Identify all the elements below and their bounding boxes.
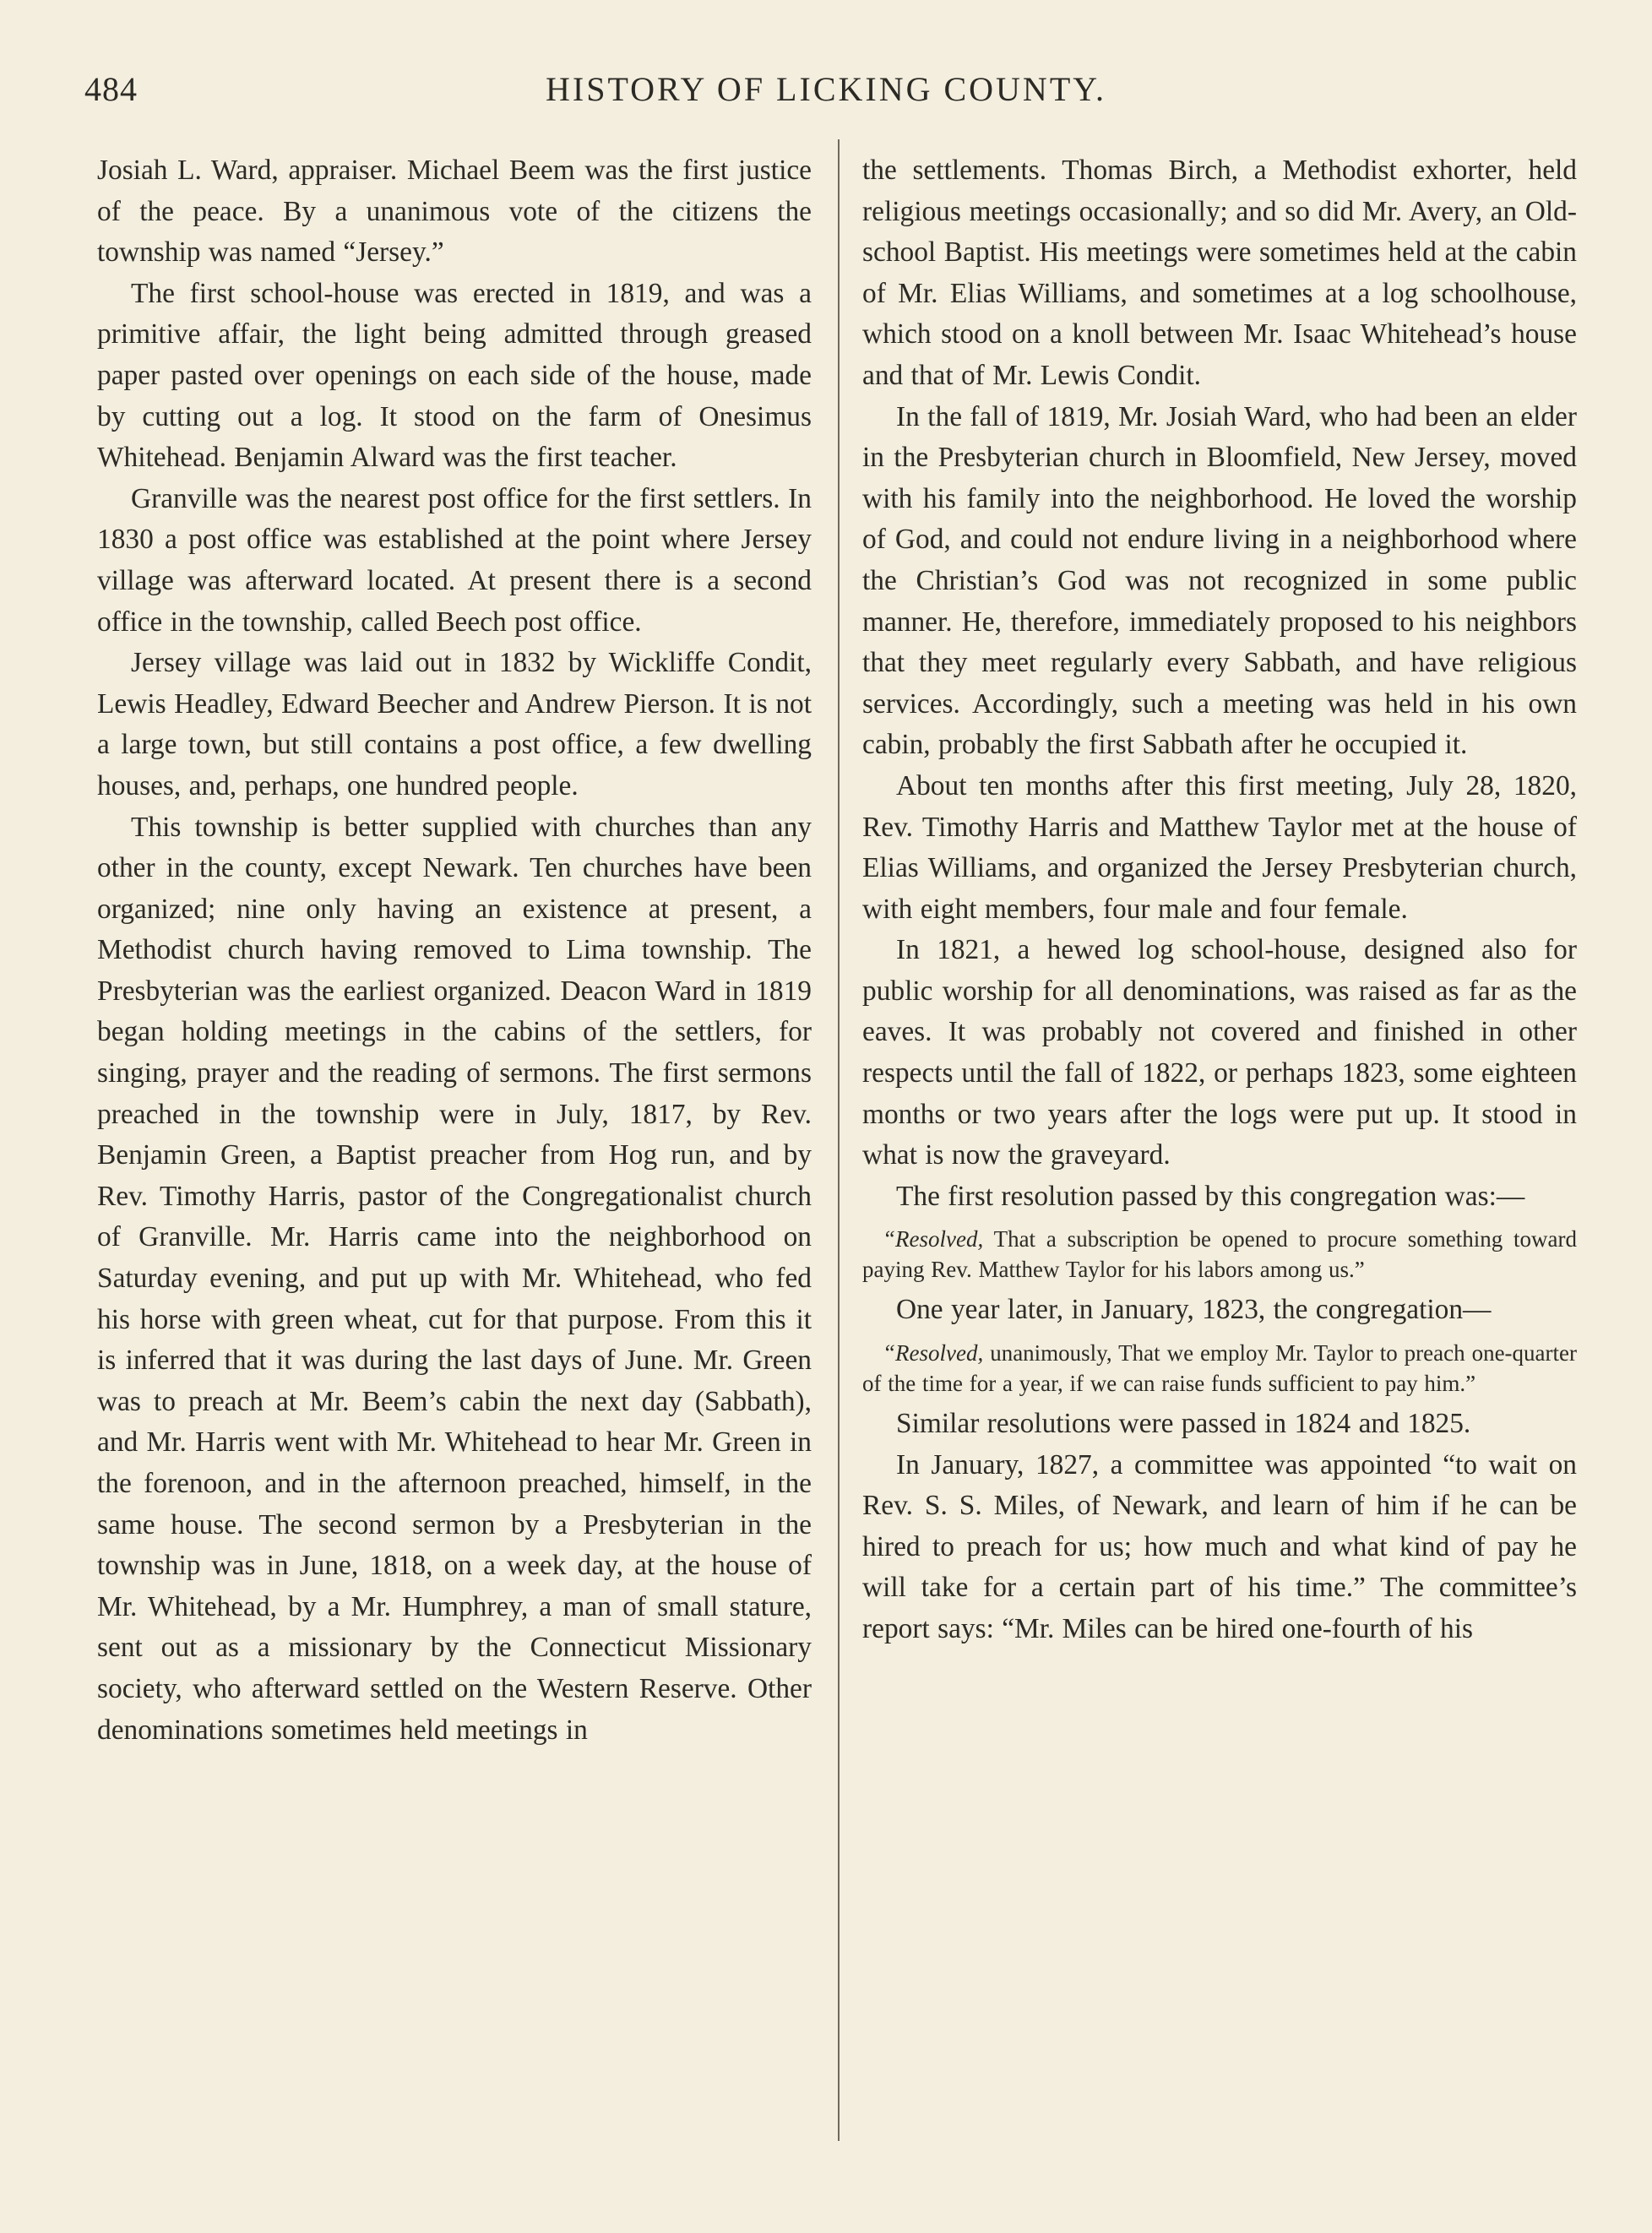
left-column <box>97 150 812 1751</box>
paragraph: The first resolution passed by this congregation was:— <box>896 1180 1525 1212</box>
resolution-text: unanimously, That we employ Mr. Taylor to preach one-quarter of the time for a year, if we can raise funds sufficient to pay him.” <box>862 1340 1577 1397</box>
paragraph: Josiah L. Ward, appraiser. Michael Beem was the first justice of the peace. By a unanimous vote of the citizens the township was named “Jersey.” <box>97 155 812 269</box>
paragraph: One year later, in January, 1823, the congregation— <box>896 1294 1492 1326</box>
column-divider <box>838 139 840 2141</box>
page-number: 484 <box>84 70 138 108</box>
right-column <box>862 150 1577 1650</box>
paragraph: In 1821, a hewed log school-house, designed also for public worship for all denominations, was raised as far as the eaves. It was probably not covered and finished in other respects until the fall of 1822, or perhaps 1823, some eighteen months or two years after the logs were put up. It stood in what is now the graveyard. <box>862 934 1577 1171</box>
page-header <box>84 69 1568 120</box>
running-title: HISTORY OF LICKING COUNTY. <box>546 70 1106 108</box>
paragraph: The first school-house was erected in 1819, and was a primitive affair, the light being admitted through greased paper pasted over openings on each side of the house, made by cutting out a log. It stood on the farm of Onesimus Whitehead. Benjamin Alward was the first teacher. <box>97 277 812 474</box>
paragraph: About ten months after this first meeting, July 28, 1820, Rev. Timothy Harris and Matthew Taylor met at the house of Elias Williams, and organized the Jersey Presbyterian church, with eight members, four male and four female. <box>862 769 1577 925</box>
quoted-resolution <box>862 1338 1577 1399</box>
paragraph: Jersey village was laid out in 1832 by Wickliffe Condit, Lewis Headley, Edward Beecher and Andrew Pierson. It is not a large town, but still contains a post office, a few dwelling houses, and, perhaps, one hundred people. <box>97 647 812 801</box>
resolved-label: “Resolved, <box>883 1340 984 1366</box>
paragraph: the settlements. Thomas Birch, a Methodist exhorter, held religious meetings occasionally; and so did Mr. Avery, an Old-school Baptist. His meetings were sometimes held at the cabin of Mr. Elias Williams, and sometimes at a log schoolhouse, which stood on a knoll between Mr. Isaac Whitehead’s house and that of Mr. Lewis Condit. <box>862 155 1577 391</box>
resolved-label: “Resolved, <box>883 1226 984 1252</box>
paragraph: In January, 1827, a committee was appointed “to wait on Rev. S. S. Miles, of Newark, and learn of him if he can be hired to preach for us; how much and what kind of pay he will take for a certain part of his time.” The committee’s report says: “Mr. Miles can be hired one-fourth of his <box>862 1448 1577 1644</box>
paragraph: In the fall of 1819, Mr. Josiah Ward, who had been an elder in the Presbyterian church in Bloomfield, New Jersey, moved with his family into the neighborhood. He loved the worship of God, and could not endure living in a neighborhood where the Christian’s God was not recognized in some public manner. He, therefore, immediately proposed to his neighbors that they meet regularly every Sabbath, and have religious services. Accordingly, such a meeting was held in his own cabin, probably the first Sabbath after he occupied it. <box>862 400 1577 761</box>
quoted-resolution <box>862 1224 1577 1285</box>
paragraph: This township is better supplied with churches than any other in the county, except Newark. Ten churches have been organized; nine only having an existence at present, a Methodist church having removed to Lima township. The Presbyterian was the earliest organized. Deacon Ward in 1819 began holding meetings in the cabins of the settlers, for singing, prayer and the reading of sermons. The first sermons preached in the township were in July, 1817, by Rev. Benjamin Green, a Baptist preacher from Hog run, and by Rev. Timothy Harris, pastor of the Congregationalist church of Granville. Mr. Harris came into the neighborhood on Saturday evening, and put up with Mr. Whitehead, who fed his horse with green wheat, cut for that purpose. From this it is inferred that it was during the last days of June. Mr. Green was to preach at Mr. Beem’s cabin the next day (Sabbath), and Mr. Harris went with Mr. Whitehead to hear Mr. Green in the forenoon, and in the afternoon preached, himself, in the same house. The second sermon by a Presbyterian in the township was in June, 1818, on a week day, at the house of Mr. Whitehead, by a Mr. Humphrey, a man of small stature, sent out as a missionary by the Connecticut Missionary society, who afterward settled on the Western Reserve. Other denominations sometimes held meetings in <box>97 811 812 1746</box>
paragraph: Granville was the nearest post office for the first settlers. In 1830 a post office was established at the point where Jersey village was afterward located. At present there is a second office in the township, called Beech post office. <box>97 482 812 638</box>
paragraph: Similar resolutions were passed in 1824 and 1825. <box>896 1408 1471 1440</box>
resolution-text: That a subscription be opened to procure something toward paying Rev. Matthew Taylor for his labors among us.” <box>862 1226 1577 1283</box>
